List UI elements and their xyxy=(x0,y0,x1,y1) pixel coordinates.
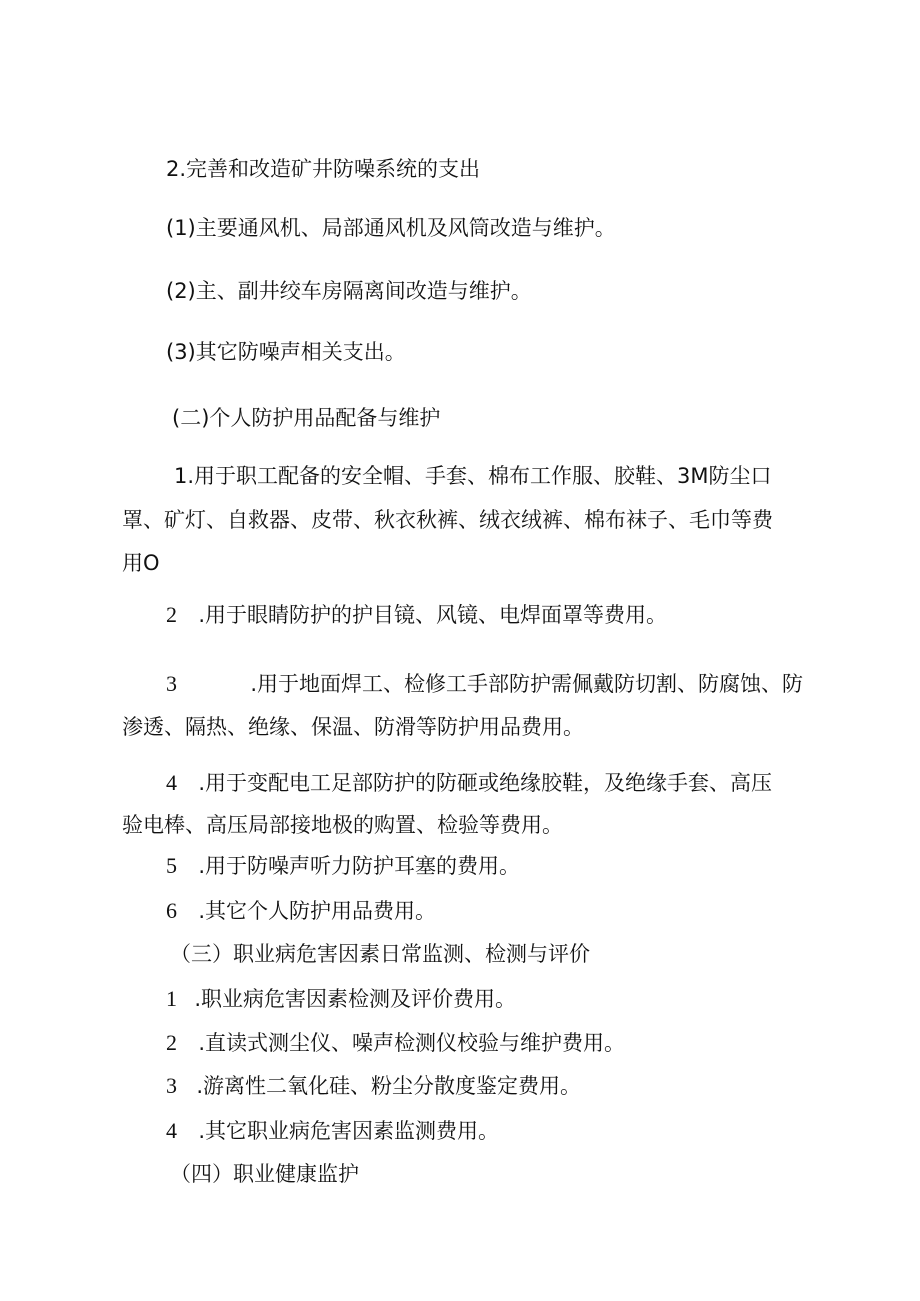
s3-item1-num: 1 xyxy=(166,986,177,1011)
sub-item-2: (2)主、副井绞车房隔离间改造与维护。 xyxy=(166,279,532,303)
sub-item-1: (1)主要通风机、局部通风机及风筒改造与维护。 xyxy=(166,216,616,240)
item2-title: 2.完善和改造矿井防噪系统的支出 xyxy=(166,157,481,181)
s2-item2 xyxy=(166,601,667,629)
s2-item2-num: 2 xyxy=(166,602,177,627)
s3-item3-num: 3 xyxy=(166,1073,177,1098)
s3-item3-text: .游离性二氧化硅、粉尘分散度鉴定费用。 xyxy=(196,1074,582,1098)
s2-item3-text-line1: .用于地面焊工、检修工手部防护需佩戴防切割、防腐蚀、防 xyxy=(250,672,804,696)
s3-item2 xyxy=(166,1029,625,1057)
s2-item4-line1 xyxy=(166,769,772,797)
section-heading-4: （四）职业健康监护 xyxy=(170,1162,359,1186)
s2-item4-line2: 验电棒、高压局部接地极的购置、检验等费用。 xyxy=(122,813,563,837)
s2-item6 xyxy=(166,897,436,925)
s3-item4 xyxy=(166,1117,499,1145)
s2-item3-num: 3 xyxy=(166,671,177,696)
s3-item2-num: 2 xyxy=(166,1030,177,1055)
section-heading-3: （三）职业病危害因素日常监测、检测与评价 xyxy=(170,942,590,966)
s3-item4-num: 4 xyxy=(166,1118,177,1143)
s3-item3 xyxy=(166,1072,581,1100)
s2-item6-num: 6 xyxy=(166,898,177,923)
s2-item6-text: .其它个人防护用品费用。 xyxy=(198,899,437,923)
section-heading-2: (二)个人防护用品配备与维护 xyxy=(172,406,441,430)
s2-item1-line3: 用O xyxy=(122,551,160,575)
s3-item1 xyxy=(166,985,516,1013)
s2-item5-text: .用于防噪声听力防护耳塞的费用。 xyxy=(198,854,521,878)
s2-item2-text: .用于眼睛防护的护目镜、风镜、电焊面罩等费用。 xyxy=(198,603,668,627)
s2-item1-line2: 罩、矿灯、自救器、皮带、秋衣秋裤、绒衣绒裤、棉布袜子、毛巾等费 xyxy=(122,508,773,532)
s2-item3-line2: 渗透、隔热、绝缘、保温、防滑等防护用品费用。 xyxy=(122,715,584,739)
s2-item3-line1 xyxy=(166,670,803,698)
s2-item5-num: 5 xyxy=(166,853,177,878)
sub-item-3: (3)其它防噪声相关支出。 xyxy=(166,340,406,364)
s3-item4-text: .其它职业病危害因素监测费用。 xyxy=(198,1119,500,1143)
s2-item5 xyxy=(166,852,520,880)
s3-item2-text: .直读式测尘仪、噪声检测仪校验与维护费用。 xyxy=(198,1031,626,1055)
s3-item1-text: .职业病危害因素检测及评价费用。 xyxy=(194,987,517,1011)
s2-item4-text-line1: .用于变配电工足部防护的防砸或绝缘胶鞋，及绝缘手套、高压 xyxy=(198,771,773,795)
s2-item1-line1: 1.用于职工配备的安全帽、手套、棉布工作服、胶鞋、3M防尘口 xyxy=(174,464,772,488)
s2-item4-num: 4 xyxy=(166,770,177,795)
